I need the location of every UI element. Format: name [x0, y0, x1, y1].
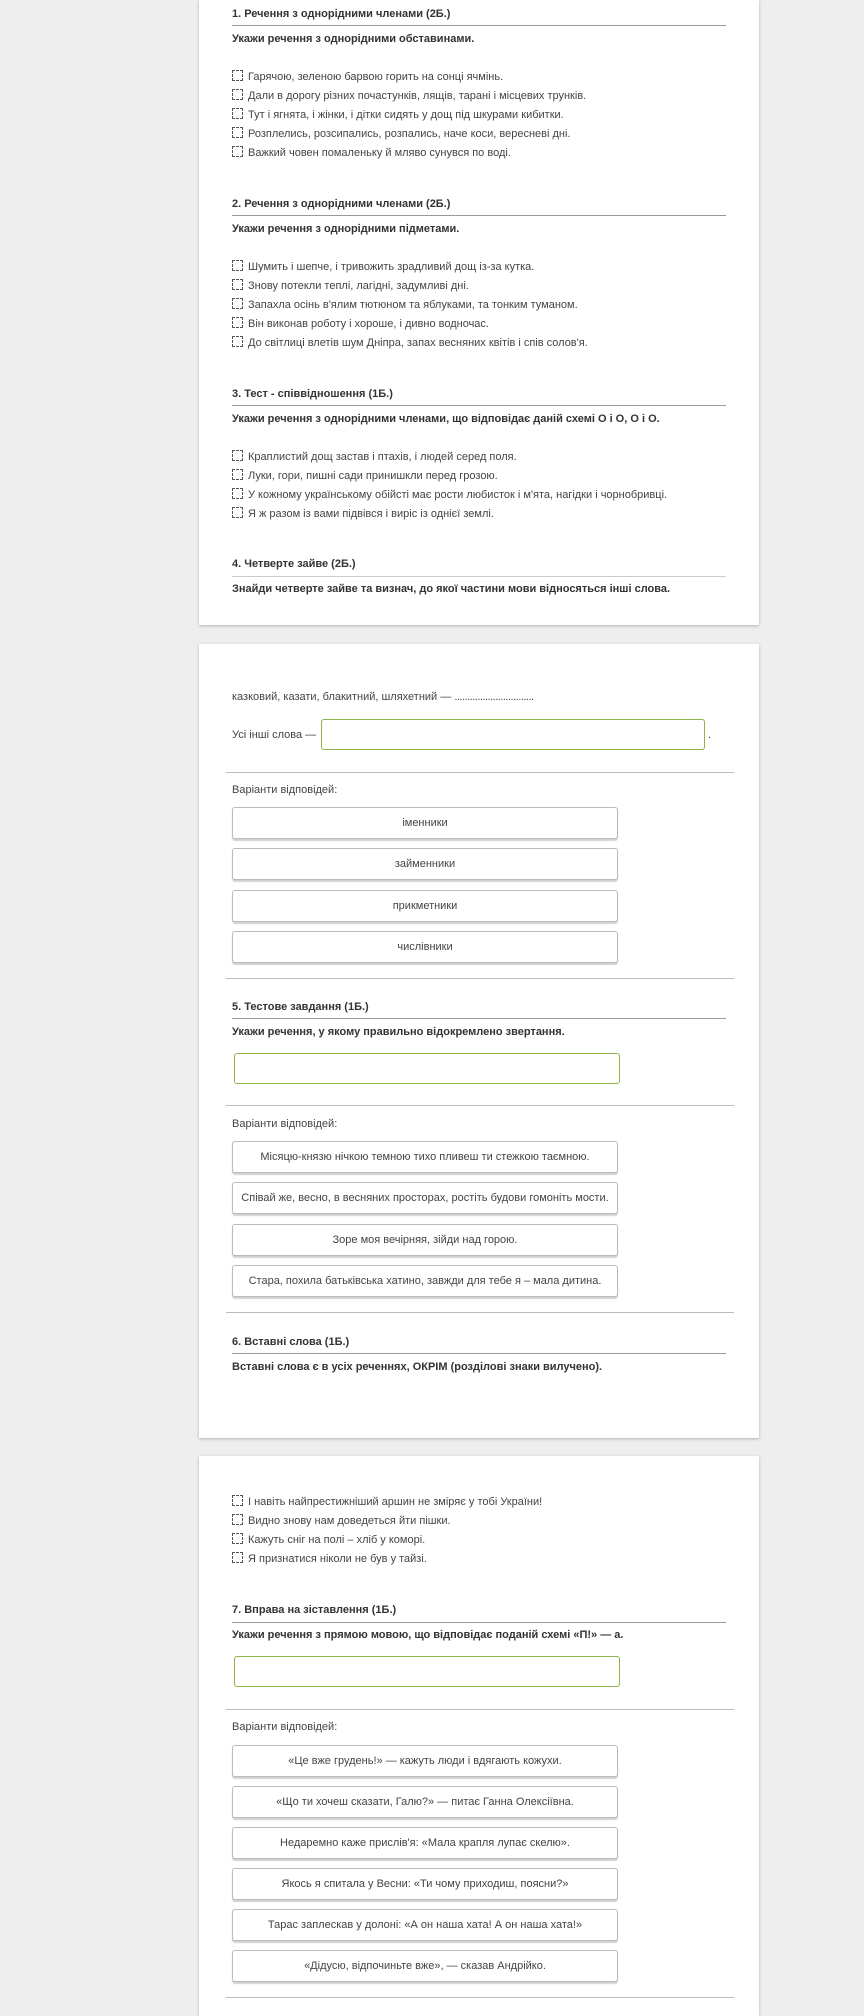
q3-title: 3. Тест - співвідношення (1Б.) — [232, 388, 393, 400]
q6-option[interactable]: Кажуть сніг на полі – хліб у коморі. — [232, 1533, 425, 1546]
q3-option[interactable]: Краплистий дощ застав і птахів, і людей серед поля. — [232, 450, 517, 463]
q5-title: 5. Тестове завдання (1Б.) — [232, 1001, 369, 1013]
q2-option[interactable]: Знову потекли теплі, лагідні, задумливі дні. — [232, 279, 469, 292]
q4-blank: ............................... — [454, 691, 534, 703]
checkbox-icon[interactable] — [232, 317, 243, 328]
checkbox-icon[interactable] — [232, 127, 243, 138]
divider — [232, 1018, 726, 1019]
answer-option[interactable]: Співай же, весно, в весняних просторах, ростіть будови гомоніть мости. — [232, 1182, 618, 1214]
checkbox-icon[interactable] — [232, 488, 243, 499]
checkbox-icon[interactable] — [232, 1552, 243, 1563]
answer-option[interactable]: Місяцю-князю нічкою темною тихо пливеш ти стежкою таємною. — [232, 1141, 618, 1173]
q1-option[interactable]: Розплелись, розсипались, розпались, наче коси, вересневі дні. — [232, 127, 571, 140]
checkbox-icon[interactable] — [232, 507, 243, 518]
checkbox-icon[interactable] — [232, 108, 243, 119]
q2-option[interactable]: Запахла осінь в'ялим тютюном та яблуками, та тонким туманом. — [232, 298, 578, 311]
q4-words: казковий, казати, блакитний, шляхетний — ............................... — [232, 691, 534, 703]
divider — [232, 405, 726, 406]
q2-option[interactable]: Шумить і шепче, і тривожить зрадливий дощ із-за кутка. — [232, 260, 534, 273]
q3-option[interactable]: Луки, гори, пишні сади принишкли перед грозою. — [232, 469, 498, 482]
checkbox-icon[interactable] — [232, 89, 243, 100]
q2-option[interactable]: Він виконав роботу і хороше, і дивно водночас. — [232, 317, 489, 330]
divider — [226, 978, 734, 979]
q4-others-label: Усі інші слова — — [232, 729, 317, 741]
answer-option[interactable]: іменники — [232, 807, 618, 839]
q4-prompt: Знайди четверте зайве та визнач, до якої частини мови відносяться інші слова. — [232, 583, 671, 595]
answer-option[interactable]: прикметники — [232, 890, 618, 922]
answer-option[interactable]: Недаремно каже прислів'я: «Мала крапля лупає скелю». — [232, 1827, 618, 1859]
q4-answer-field[interactable] — [321, 719, 705, 750]
q1-prompt: Укажи речення з однорідними обставинами. — [232, 33, 475, 45]
divider — [232, 215, 726, 216]
q2-prompt: Укажи речення з однорідними підметами. — [232, 223, 460, 235]
q5-answer-field[interactable] — [234, 1053, 620, 1084]
checkbox-icon[interactable] — [232, 1533, 243, 1544]
checkbox-icon[interactable] — [232, 260, 243, 271]
answer-option[interactable]: Якось я спитала у Весни: «Ти чому приходиш, поясни?» — [232, 1868, 618, 1900]
checkbox-icon[interactable] — [232, 1495, 243, 1506]
divider — [232, 1353, 726, 1354]
q4-title: 4. Четверте зайве (2Б.) — [232, 558, 356, 570]
q1-option[interactable]: Гарячою, зеленою барвою горить на сонці ячмінь. — [232, 70, 503, 83]
q7-answer-field[interactable] — [234, 1656, 620, 1687]
divider — [232, 25, 726, 26]
q6-option[interactable]: Видно знову нам доведеться йти пішки. — [232, 1514, 451, 1527]
q1-option[interactable]: Тут і ягнята, і жінки, і дітки сидять у дощ під шкурами кибитки. — [232, 108, 564, 121]
q1-title: 1. Речення з однорідними членами (2Б.) — [232, 8, 451, 20]
q3-prompt: Укажи речення з однорідними членами, що відповідає даній схемі О і О, О і О. — [232, 413, 660, 425]
q5-prompt: Укажи речення, у якому правильно відокремлено звертання. — [232, 1026, 565, 1038]
divider — [226, 1105, 734, 1106]
answer-option[interactable]: «Дідусю, відпочиньте вже», — сказав Андрійко. — [232, 1950, 618, 1982]
card-3 — [199, 1456, 759, 2016]
q7-prompt: Укажи речення з прямою мовою, що відповідає поданій схемі «П!» — а. — [232, 1629, 624, 1641]
q2-option[interactable]: До світлиці влетів шум Дніпра, запах весняних квітів і спів солов'я. — [232, 336, 588, 349]
divider — [226, 1312, 734, 1313]
checkbox-icon[interactable] — [232, 70, 243, 81]
checkbox-icon[interactable] — [232, 279, 243, 290]
divider — [226, 1709, 734, 1710]
variants-label: Варіанти відповідей: — [232, 784, 338, 796]
answer-option[interactable]: «Що ти хочеш сказати, Галю?» — питає Ганна Олексіївна. — [232, 1786, 618, 1818]
q2-title: 2. Речення з однорідними членами (2Б.) — [232, 198, 451, 210]
card-1 — [199, 0, 759, 625]
checkbox-icon[interactable] — [232, 1514, 243, 1525]
checkbox-icon[interactable] — [232, 298, 243, 309]
q7-title: 7. Вправа на зіставлення (1Б.) — [232, 1604, 397, 1616]
q6-option[interactable]: І навіть найпрестижніший аршин не зміряє у тобі України! — [232, 1495, 542, 1508]
q1-option[interactable]: Важкий човен помаленьку й мляво сунувся по воді. — [232, 146, 511, 159]
q3-option[interactable]: У кожному українському обійсті має рости любисток і м'ята, нагідки і чорнобривці. — [232, 488, 667, 501]
q6-prompt: Вставні слова є в усіх реченнях, ОКРІМ (розділові знаки вилучено). — [232, 1361, 603, 1373]
checkbox-icon[interactable] — [232, 450, 243, 461]
checkbox-icon[interactable] — [232, 469, 243, 480]
answer-option[interactable]: Тарас заплескав у долоні: «А он наша хата! А он наша хата!» — [232, 1909, 618, 1941]
divider — [232, 1622, 726, 1623]
variants-label: Варіанти відповідей: — [232, 1118, 338, 1130]
divider — [226, 772, 734, 773]
divider — [226, 1997, 734, 1998]
checkbox-icon[interactable] — [232, 146, 243, 157]
checkbox-icon[interactable] — [232, 336, 243, 347]
answer-option[interactable]: Стара, похила батьківська хатино, завжди для тебе я – мала дитина. — [232, 1265, 618, 1297]
answer-option[interactable]: займенники — [232, 848, 618, 880]
answer-option[interactable]: числівники — [232, 931, 618, 963]
q6-option[interactable]: Я признатися ніколи не був у тайзі. — [232, 1552, 427, 1565]
q4-others-end: . — [708, 729, 712, 741]
card-2 — [199, 644, 759, 1438]
q1-option[interactable]: Дали в дорогу різних почастунків, лящів, тарані і місцевих трунків. — [232, 89, 586, 102]
variants-label: Варіанти відповідей: — [232, 1721, 338, 1733]
q6-title: 6. Вставні слова (1Б.) — [232, 1336, 350, 1348]
answer-option[interactable]: Зоре моя вечірняя, зійди над горою. — [232, 1224, 618, 1256]
divider — [232, 576, 726, 577]
answer-option[interactable]: «Це вже грудень!» — кажуть люди і вдягають кожухи. — [232, 1745, 618, 1777]
q3-option[interactable]: Я ж разом із вами підвівся і виріс із однієї землі. — [232, 507, 494, 520]
